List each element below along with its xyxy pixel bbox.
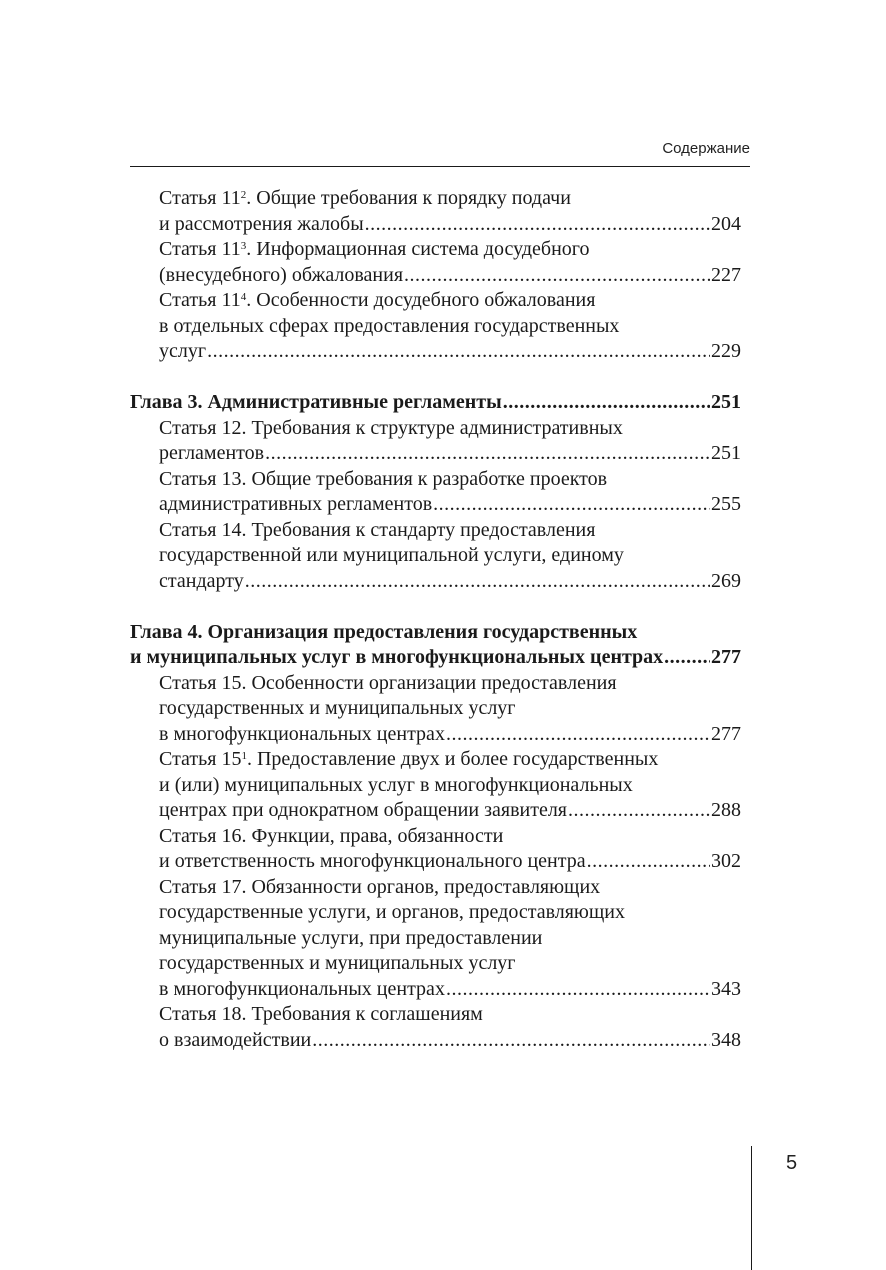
toc-entry-article-16[interactable] xyxy=(130,824,741,875)
toc-chapter-3[interactable]: Глава 3. Административные регламенты ..... 251 xyxy=(130,390,741,416)
dot-leader xyxy=(265,441,710,467)
toc-entry-title: Статья $11^2$. Общие требования к порядку подачи xyxy=(159,187,571,209)
toc-entry-leader-line: в многофункциональных центрах ..... 277 xyxy=(130,722,741,748)
toc-chapter-4[interactable] xyxy=(130,620,741,671)
dot-leader xyxy=(404,263,710,289)
toc-entry-title: Статья 16. Функции, права, обязанности xyxy=(159,824,504,847)
dot-leader xyxy=(568,798,710,824)
page-ref: 343 xyxy=(711,977,741,1000)
header-title: Содержание xyxy=(662,140,750,157)
toc-entry-title: Статья $15^1$. Предоставление двух и более государственных xyxy=(159,748,659,770)
toc-entry-leader-line: о взаимодействии ..... 348 xyxy=(130,1028,741,1054)
page-ref: 227 xyxy=(711,263,741,286)
toc-entry-leader-line: в многофункциональных центрах ..... 343 xyxy=(130,977,741,1003)
toc-entry-article-11-2[interactable] xyxy=(130,186,741,237)
page-ref: 255 xyxy=(711,493,741,515)
toc-entry-leader-line: услуг ..... 229 xyxy=(130,339,741,365)
page-ref: 277 xyxy=(711,722,741,745)
toc-entry-line: государственных и муниципальных услуг xyxy=(159,952,516,974)
margin-rule xyxy=(751,1146,752,1270)
toc-entry-title: Статья 17. Обязанности органов, предоставляющих xyxy=(159,875,601,898)
toc-entry-line: государственной или муниципальной услуги, единому xyxy=(159,544,624,566)
toc-entry-article-15-1[interactable] xyxy=(130,747,741,824)
toc-entry-line: государственные услуги, и органов, предоставляющих xyxy=(159,901,625,923)
dot-leader xyxy=(433,492,710,518)
page-ref: 302 xyxy=(711,850,741,872)
toc-entry-line: и (или) муниципальных услуг в многофункциональных xyxy=(159,773,633,796)
toc-entry-title: Статья 12. Требования к структуре административных xyxy=(159,416,623,439)
toc-entry-line: муниципальные услуги, при предоставлении xyxy=(159,926,543,949)
page-ref: 251 xyxy=(711,442,741,464)
dot-leader xyxy=(245,569,710,595)
toc-entry-leader-line: и ответственность многофункционального центра ..... 302 xyxy=(130,849,741,875)
toc-entry-leader-line: (внесудебного) обжалования ..... 227 xyxy=(130,263,741,289)
table-of-contents xyxy=(130,186,741,1053)
toc-entry-leader-line: и рассмотрения жалобы ..... 204 xyxy=(130,212,741,238)
toc-entry-line: государственных и муниципальных услуг xyxy=(159,697,516,719)
dot-leader xyxy=(446,722,710,748)
toc-entry-article-11-3[interactable] xyxy=(130,237,741,288)
dot-leader xyxy=(312,1028,710,1054)
toc-entry-title: Статья $11^4$. Особенности досудебного обжалования xyxy=(159,289,596,311)
toc-entry-title: Статья 14. Требования к стандарту предоставления xyxy=(159,518,596,541)
toc-entry-leader-line: стандарту ..... 269 xyxy=(130,569,741,595)
page-ref: 251 xyxy=(711,391,741,413)
dot-leader xyxy=(503,390,710,416)
toc-entry-leader-line: административных регламентов ..... 255 xyxy=(130,492,741,518)
page-ref: 348 xyxy=(711,1028,741,1051)
page-ref: 269 xyxy=(711,569,741,592)
dot-leader xyxy=(365,212,710,238)
toc-entry-title: Статья $11^3$. Информационная система досудебного xyxy=(159,238,590,260)
section-gap xyxy=(130,594,741,620)
page-ref: 277 xyxy=(711,646,741,668)
toc-entry-title: Статья 18. Требования к соглашениям xyxy=(159,1003,483,1025)
superscript: 2 xyxy=(240,189,247,201)
superscript: 3 xyxy=(240,240,247,252)
dot-leader xyxy=(446,977,710,1003)
toc-entry-leader-line: регламентов ..... 251 xyxy=(130,441,741,467)
dot-leader xyxy=(587,849,710,875)
toc-entry-title: Статья 13. Общие требования к разработке проектов xyxy=(159,467,608,490)
page-number: 5 xyxy=(786,1152,798,1174)
toc-entry-article-14[interactable] xyxy=(130,518,741,595)
section-gap xyxy=(130,365,741,391)
toc-entry-article-13[interactable] xyxy=(130,467,741,518)
toc-entry-article-18[interactable] xyxy=(130,1002,741,1053)
toc-chapter-title: Глава 4. Организация предоставления государственных xyxy=(130,620,638,643)
page-ref: 204 xyxy=(711,212,741,235)
toc-entry-title: Статья 15. Особенности организации предоставления xyxy=(159,671,617,694)
page-ref: 288 xyxy=(711,799,741,821)
toc-entry-article-11-4[interactable] xyxy=(130,288,741,365)
toc-entry-line: в отдельных сферах предоставления государственных xyxy=(159,314,620,337)
dot-leader xyxy=(207,339,710,365)
page-ref: 229 xyxy=(711,340,741,362)
toc-entry-article-17[interactable] xyxy=(130,875,741,1003)
superscript: 1 xyxy=(241,750,247,762)
superscript: 4 xyxy=(240,291,247,303)
toc-chapter-leader-line: и муниципальных услуг в многофункциональных центрах ..... 277 xyxy=(130,645,741,671)
toc-entry-article-12[interactable] xyxy=(130,416,741,467)
running-header xyxy=(130,138,750,167)
dot-leader xyxy=(664,645,710,671)
toc-entry-article-15[interactable] xyxy=(130,671,741,748)
toc-entry-leader-line: центрах при однократном обращении заявителя ..... 288 xyxy=(130,798,741,824)
